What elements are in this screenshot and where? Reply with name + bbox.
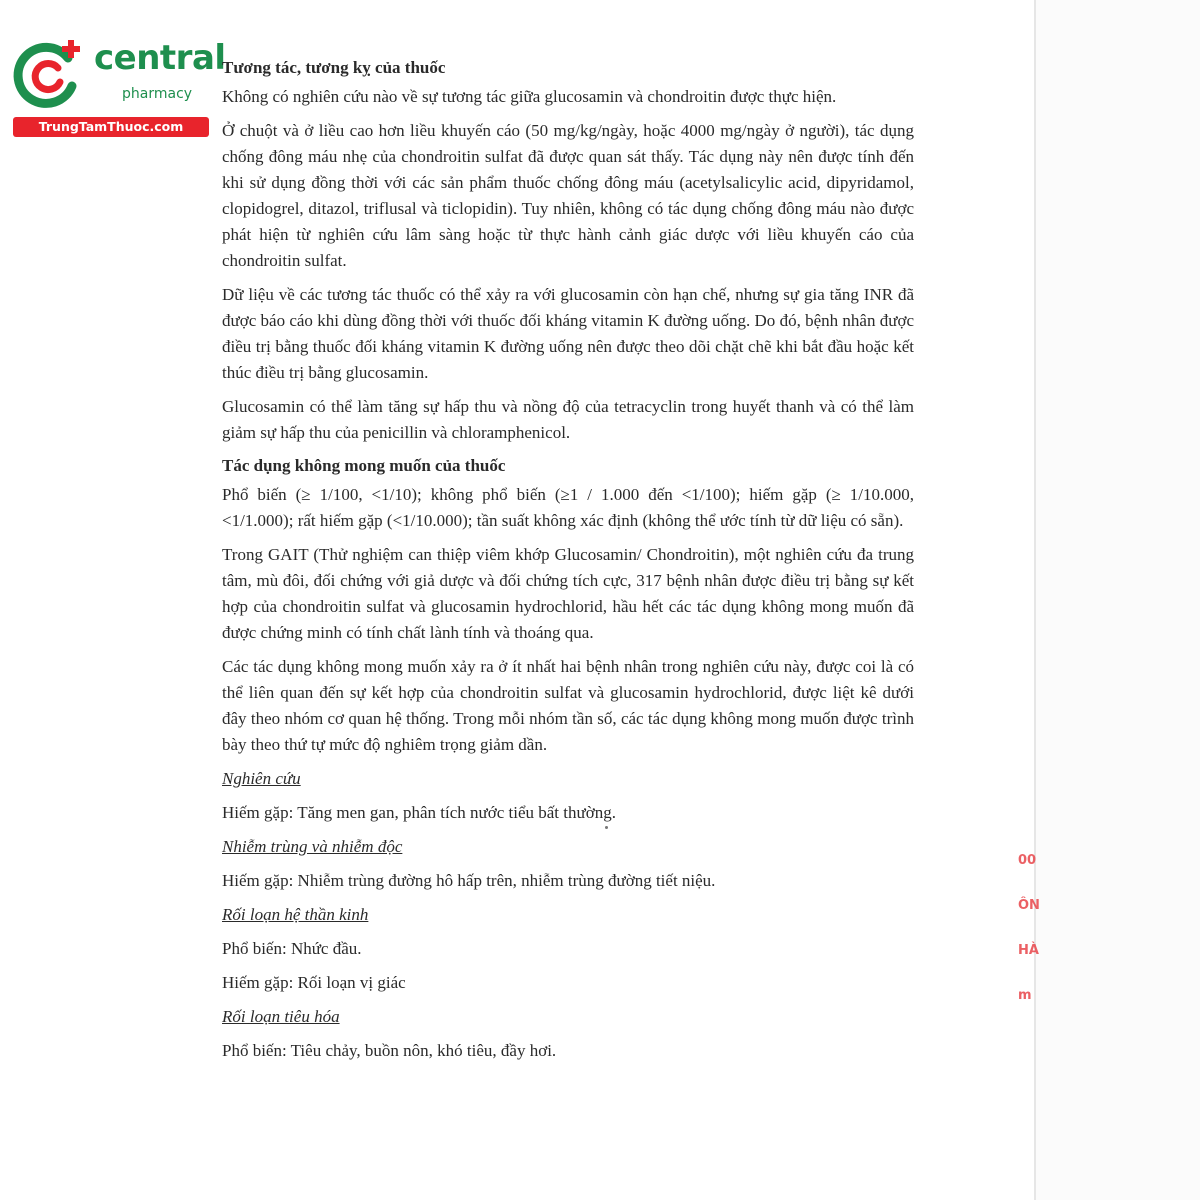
red-stamp-fragment <box>1018 838 1040 1018</box>
list-item: Hiếm gặp: Nhiễm trùng đường hô hấp trên, nhiễm trùng đường tiết niệu. <box>222 871 716 890</box>
central-pharmacy-logo[interactable] <box>10 36 226 136</box>
paragraph: Các tác dụng không mong muốn xảy ra ở ít nhất hai bệnh nhân trong nghiên cứu này, được coi là có thể liên quan đến sự kết hợp của chondroitin sulfat và glucosamin hydrochlorid, được liệt kê dưới đây theo nhóm cơ quan hệ thống. Trong mỗi nhóm tần số, các tác dụng không mong muốn được trình bày theo thứ tự mức độ nghiêm trọng giảm dần. <box>222 657 914 754</box>
document-body <box>222 56 914 1072</box>
list-item: Phổ biến: Tiêu chảy, buồn nôn, khó tiêu, đầy hơi. <box>222 1041 557 1060</box>
paragraph: Không có nghiên cứu nào về sự tương tác giữa glucosamin và chondroitin được thực hiện. <box>222 87 837 106</box>
stamp-fragment: ÔN <box>1018 898 1040 913</box>
logo-brand-name: central <box>94 38 226 78</box>
page-margin-shade <box>1036 0 1200 1200</box>
page-edge <box>1034 0 1036 1200</box>
logo-subtitle: pharmacy <box>122 86 193 102</box>
paragraph: Trong GAIT (Thử nghiệm can thiệp viêm khớp Glucosamin/ Chondroitin), một nghiên cứu đa trung tâm, mù đôi, đối chứng với giả dược và đối chứng tích cực, 317 bệnh nhân được điều trị bằng sự kết hợp của chondroitin sulfat và glucosamin hydrochlorid, hầu hết các tác dụng không mong muốn đã được chứng minh có tính chất lành tính và thoáng qua. <box>222 545 914 642</box>
scan-speck <box>605 826 608 829</box>
stamp-fragment: HÀ <box>1018 943 1039 958</box>
list-item: Hiếm gặp: Rối loạn vị giác <box>222 973 406 992</box>
paragraph: Ở chuột và ở liều cao hơn liều khuyến cáo (50 mg/kg/ngày, hoặc 4000 mg/ngày ở người), tác dụng chống đông máu nhẹ của chondroitin sulfat đã được quan sát thấy. Tác dụng này nên được tính đến khi sử dụng đồng thời với các sản phẩm thuốc chống đông máu (acetylsalicylic acid, dipyridamol, clopidogrel, ditazol, triflusal và ticlopidin). Tuy nhiên, không có tác dụng chống đông máu nào được phát hiện từ nghiên cứu lâm sàng hoặc từ thực hành cảnh giác dược với liều khuyến cáo của chondroitin sulfat. <box>222 121 914 270</box>
list-item: Hiếm gặp: Tăng men gan, phân tích nước tiểu bất thường. <box>222 803 616 822</box>
paragraph: Phổ biến (≥ 1/100, <1/10); không phổ biến (≥1 / 1.000 đến <1/100); hiếm gặp (≥ 1/10.000, <1/1.000); rất hiếm gặp (<1/10.000); tần suất không xác định (không thể ước tính từ dữ liệu có sẵn). <box>222 485 914 530</box>
subheading-infections: Nhiễm trùng và nhiễm độc <box>222 837 403 856</box>
paragraph: Dữ liệu về các tương tác thuốc có thể xảy ra với glucosamin còn hạn chế, nhưng sự gia tăng INR đã được báo cáo khi dùng đồng thời với thuốc đối kháng vitamin K đường uống. Do đó, bệnh nhân được điều trị bằng thuốc đối kháng vitamin K đường uống nên được theo dõi chặt chẽ khi bắt đầu hoặc kết thúc điều trị bằng glucosamin. <box>222 285 914 382</box>
subheading-nervous-system: Rối loạn hệ thần kinh <box>222 905 369 924</box>
list-item: Phổ biến: Nhức đầu. <box>222 939 362 958</box>
paragraph: Glucosamin có thể làm tăng sự hấp thu và nồng độ của tetracyclin trong huyết thanh và có thể làm giảm sự hấp thu của penicillin và chloramphenicol. <box>222 397 914 442</box>
stamp-fragment: m <box>1018 988 1032 1003</box>
logo-mark-icon <box>10 38 88 110</box>
logo-website-badge[interactable]: TrungTamThuoc.com <box>13 117 209 137</box>
subheading-gastrointestinal: Rối loạn tiêu hóa <box>222 1007 340 1026</box>
section-heading-side-effects: Tác dụng không mong muốn của thuốc <box>222 456 506 475</box>
stamp-fragment: 00 <box>1018 853 1037 868</box>
subheading-investigations: Nghiên cứu <box>222 769 301 788</box>
section-heading-interactions: Tương tác, tương kỵ của thuốc <box>222 58 446 77</box>
